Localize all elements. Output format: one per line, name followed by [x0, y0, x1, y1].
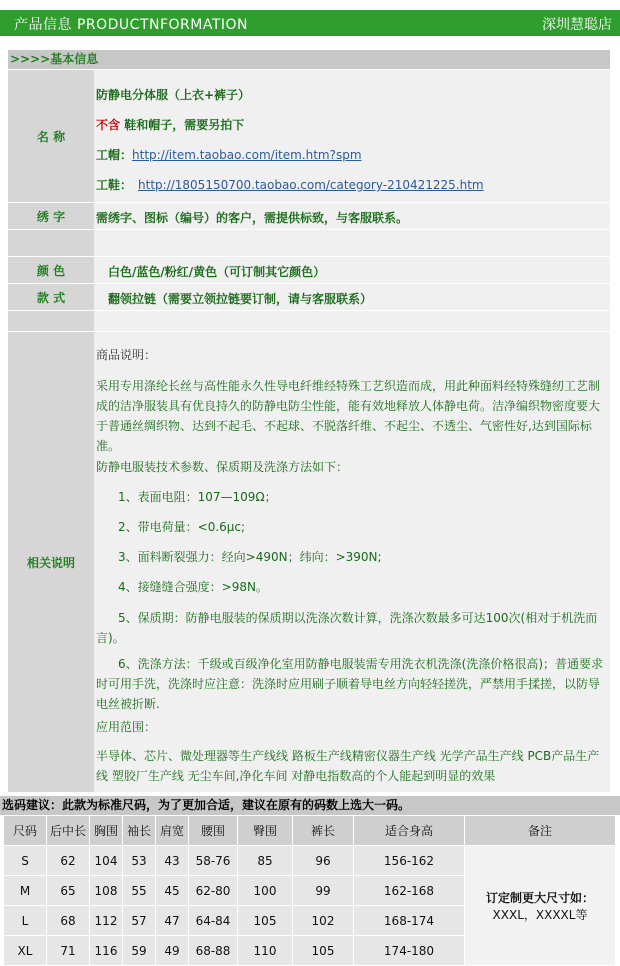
col-shoulder: 肩宽	[156, 816, 189, 846]
cell: 53	[123, 846, 156, 876]
param-4: 4、接缝缝合强度：>98N。	[118, 580, 268, 594]
cell: 47	[156, 906, 189, 936]
cell: 105	[293, 936, 354, 966]
remark-cell	[465, 846, 616, 966]
cell: 105	[238, 906, 293, 936]
desc-paragraph: 采用专用涤纶长丝与高性能永久性导电纤维经特殊工艺织造而成，用此种面料经特殊缝纫工艺制成的洁净服装具有优良持久的防静电防尘性能，能有效地释放人体静电荷。洁净编织物密度要大于普通丝绸织物、达到不起毛、不起球、不脱落纤维、不起尘、不透尘、气密性好,达到国际标准。	[96, 379, 601, 453]
cell: 57	[123, 906, 156, 936]
cell: 43	[156, 846, 189, 876]
section-title: >>>>基本信息	[8, 50, 610, 69]
cell: L	[4, 906, 47, 936]
product-name: 防静电分体服（上衣+裤子）	[96, 88, 251, 102]
param-1: 1、表面电阻：107—109Ω；	[118, 490, 277, 504]
label-empty-1	[8, 230, 94, 256]
col-remark: 备注	[465, 816, 616, 846]
page-title: 产品信息 PRODUCTNFORMATION	[14, 17, 249, 33]
cell: 96	[293, 846, 354, 876]
value-color	[94, 257, 610, 283]
cell: 55	[123, 876, 156, 906]
cell: 162-168	[354, 876, 465, 906]
cell: 110	[238, 936, 293, 966]
col-hip: 臀围	[238, 816, 293, 846]
col-waist: 腰围	[189, 816, 238, 846]
cell: 62-80	[189, 876, 238, 906]
exclusion-text: 鞋和帽子，需要另拍下	[120, 118, 245, 132]
label-name: 名 称	[8, 70, 94, 202]
cell: 156-162	[354, 846, 465, 876]
cell: 108	[90, 876, 123, 906]
cell: 59	[123, 936, 156, 966]
embroider-text: 需绣字、图标（编号）的客户，需提供标致，与客服联系。	[96, 211, 409, 225]
application-heading: 应用范围：	[96, 720, 157, 734]
label-embroider: 绣 字	[8, 203, 94, 229]
label-color: 颜 色	[8, 257, 94, 283]
exclusion-highlight: 不含	[96, 118, 121, 132]
col-back-length: 后中长	[47, 816, 90, 846]
size-advice: 选码建议：此款为标准尺码，为了更加合适，建议在原有的码数上选大一码。	[0, 796, 620, 815]
param-2: 2、带电荷量：<0.6μc;	[118, 520, 246, 534]
remark-line-2: XXXL，XXXXL等	[492, 907, 588, 922]
col-chest: 胸围	[90, 816, 123, 846]
cap-link-row	[96, 146, 362, 163]
value-embroider	[94, 203, 610, 229]
cell: 102	[293, 906, 354, 936]
cell: 99	[293, 876, 354, 906]
shoe-link-row	[96, 176, 484, 193]
param-5: 5、保质期：防静电服装的保质期以洗涤次数计算，洗涤次数最多可达100次(相对于机洗而言)。	[96, 611, 598, 645]
tech-params-heading: 防静电服装技术参数、保质期及洗涤方法如下：	[96, 460, 349, 474]
param-6: 6、洗涤方法：千级或百级净化室用防静电服装需专用洗衣机洗涤(洗涤价格很高)；普通要求时可用手洗，洗涤时应注意：洗涤时应用刷子顺着导电丝方向轻轻搓洗，严禁用手揉搓，以防导电丝被折断.	[96, 657, 604, 711]
header-bar	[0, 10, 620, 36]
table-row	[4, 846, 616, 876]
col-height: 适合身高	[354, 816, 465, 846]
cell: 104	[90, 846, 123, 876]
label-description: 相关说明	[8, 332, 94, 792]
cell: M	[4, 876, 47, 906]
cell: 49	[156, 936, 189, 966]
cell: 65	[47, 876, 90, 906]
cell: 116	[90, 936, 123, 966]
color-text: 白色/蓝色/粉红/黄色（可订制其它颜色）	[108, 265, 326, 279]
size-table	[3, 815, 616, 966]
col-pants-length: 裤长	[293, 816, 354, 846]
value-empty-1	[94, 230, 610, 256]
shoe-link[interactable]: http://1805150700.taobao.com/category-210421225.htm	[138, 178, 484, 192]
cell: 168-174	[354, 906, 465, 936]
value-description	[94, 332, 610, 792]
remark-line-1: 订定制更大尺寸如：	[485, 890, 594, 905]
cell: 85	[238, 846, 293, 876]
cell: 71	[47, 936, 90, 966]
cell: 62	[47, 846, 90, 876]
cell: 68-88	[189, 936, 238, 966]
application-text: 半导体、芯片、微处理器等生产线线 路板生产线精密仪器生产线 光学产品生产线 PCB产品生产线 塑胶厂生产线 无尘车间,净化车间 对静电指数高的个人能起到明显的效果	[96, 749, 600, 783]
cell: 68	[47, 906, 90, 936]
value-empty-2	[94, 311, 610, 331]
cell: S	[4, 846, 47, 876]
cell: XL	[4, 936, 47, 966]
value-style	[94, 284, 610, 310]
col-size: 尺码	[4, 816, 47, 846]
label-style: 款 式	[8, 284, 94, 310]
label-empty-2	[8, 311, 94, 331]
shoe-label: 工鞋：	[96, 178, 133, 192]
style-text: 翻领拉链（需要立领拉链要订制，请与客服联系）	[108, 292, 373, 306]
exclusion-note	[96, 116, 244, 133]
col-sleeve: 袖长	[123, 816, 156, 846]
cap-label: 工帽：	[96, 148, 133, 162]
desc-heading: 商品说明：	[96, 348, 157, 362]
cell: 112	[90, 906, 123, 936]
cell: 64-84	[189, 906, 238, 936]
value-name	[94, 70, 610, 202]
cell: 58-76	[189, 846, 238, 876]
cap-link[interactable]: http://item.taobao.com/item.htm?spm	[132, 148, 362, 162]
cell: 45	[156, 876, 189, 906]
cell: 174-180	[354, 936, 465, 966]
cell: 100	[238, 876, 293, 906]
shop-name: 深圳慧聪店	[542, 17, 612, 33]
param-3: 3、面料断裂强力：经向>490N；纬向：>390N;	[118, 550, 382, 564]
size-table-header	[4, 816, 616, 846]
